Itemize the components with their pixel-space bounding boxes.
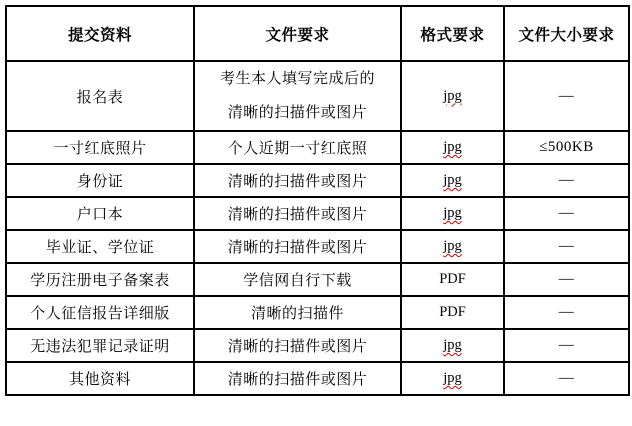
table-row <box>6 197 629 230</box>
column-header-file-requirement: 文件要求 <box>194 6 401 61</box>
requirement-line: 考生本人填写完成后的 <box>219 71 375 87</box>
format-cell <box>401 230 504 263</box>
material-cell: 学历注册电子备案表 <box>6 263 194 296</box>
table-row <box>6 61 629 131</box>
material-cell: 毕业证、学位证 <box>6 230 194 263</box>
format-value: PDF <box>439 304 466 320</box>
material-cell: 无违法犯罪记录证明 <box>6 329 194 362</box>
size-cell: — <box>504 263 629 296</box>
column-header-material: 提交资料 <box>6 6 194 61</box>
size-cell: — <box>504 197 629 230</box>
format-cell <box>401 362 504 395</box>
size-cell: — <box>504 362 629 395</box>
table-row <box>6 296 629 329</box>
table-row <box>6 362 629 395</box>
format-cell <box>401 131 504 164</box>
format-value: PDF <box>439 271 466 287</box>
material-cell: 一寸红底照片 <box>6 131 194 164</box>
requirement-cell: 个人近期一寸红底照 <box>194 131 401 164</box>
format-value: jpg <box>443 87 462 104</box>
requirement-cell <box>194 61 401 131</box>
table-header-row <box>6 6 629 61</box>
material-cell: 报名表 <box>6 61 194 131</box>
requirement-line: 清晰的扫描件或图片 <box>227 105 368 121</box>
requirement-cell: 清晰的扫描件 <box>194 296 401 329</box>
size-cell: — <box>504 61 629 131</box>
requirement-cell: 清晰的扫描件或图片 <box>194 362 401 395</box>
format-cell <box>401 61 504 131</box>
table-row <box>6 329 629 362</box>
material-cell: 其他资料 <box>6 362 194 395</box>
format-cell <box>401 164 504 197</box>
format-value: jpg <box>443 337 462 353</box>
material-cell: 身份证 <box>6 164 194 197</box>
size-cell: — <box>504 230 629 263</box>
size-cell: — <box>504 296 629 329</box>
table-row <box>6 6 629 61</box>
requirement-cell: 清晰的扫描件或图片 <box>194 230 401 263</box>
size-cell: ≤500KB <box>504 131 629 164</box>
format-value: jpg <box>443 172 462 188</box>
requirement-cell: 清晰的扫描件或图片 <box>194 164 401 197</box>
material-cell: 个人征信报告详细版 <box>6 296 194 329</box>
format-cell <box>401 296 504 329</box>
column-header-size-requirement: 文件大小要求 <box>504 6 629 61</box>
requirement-cell: 学信网自行下载 <box>194 263 401 296</box>
format-value: jpg <box>443 238 462 254</box>
size-cell: — <box>504 329 629 362</box>
submission-requirements-table <box>5 5 630 396</box>
format-cell <box>401 197 504 230</box>
size-cell: — <box>504 164 629 197</box>
requirement-cell: 清晰的扫描件或图片 <box>194 329 401 362</box>
format-value: jpg <box>443 205 462 221</box>
table-row <box>6 164 629 197</box>
format-cell <box>401 329 504 362</box>
table-row <box>6 230 629 263</box>
table-row <box>6 131 629 164</box>
format-value: jpg <box>443 370 462 386</box>
requirement-cell: 清晰的扫描件或图片 <box>194 197 401 230</box>
format-value: jpg <box>443 139 462 155</box>
material-cell: 户口本 <box>6 197 194 230</box>
format-cell <box>401 263 504 296</box>
table-row <box>6 263 629 296</box>
column-header-format-requirement: 格式要求 <box>401 6 504 61</box>
